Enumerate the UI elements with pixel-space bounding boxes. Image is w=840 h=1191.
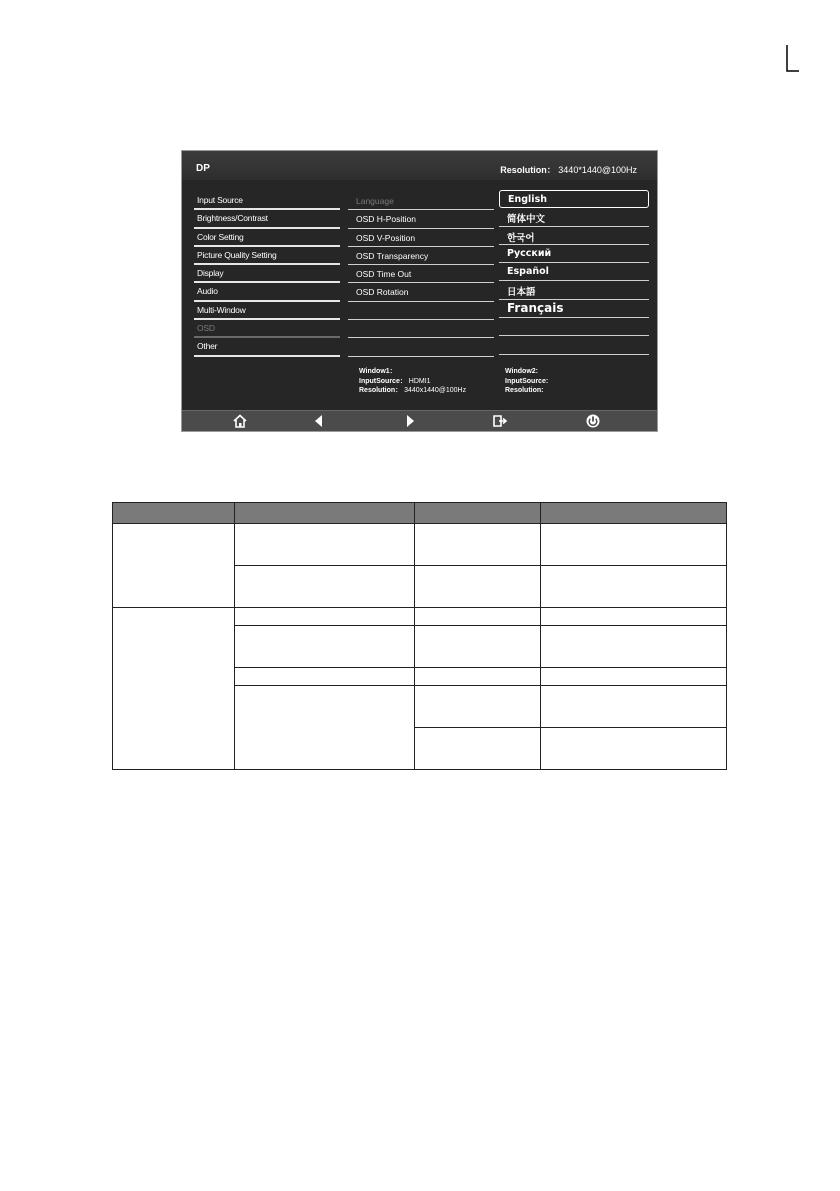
main-menu-item-other[interactable]: Other bbox=[194, 338, 340, 356]
table-cell bbox=[415, 524, 541, 566]
table-cell bbox=[541, 524, 727, 566]
page-corner-mark bbox=[786, 44, 800, 72]
table-cell bbox=[415, 686, 541, 728]
language-option-russian[interactable]: Русский bbox=[499, 245, 649, 263]
osd-footer-bar bbox=[182, 410, 657, 431]
main-menu-item-input-source[interactable]: Input Source bbox=[194, 192, 340, 210]
table-cell bbox=[541, 686, 727, 728]
table-cell bbox=[415, 608, 541, 626]
table-cell bbox=[415, 626, 541, 668]
table-row bbox=[113, 524, 727, 566]
main-menu-item-audio[interactable]: Audio bbox=[194, 283, 340, 301]
window1-input-source: InputSource： HDMI1 bbox=[359, 377, 431, 385]
window1-title: Window1： bbox=[359, 368, 397, 375]
main-menu-item-osd[interactable]: OSD bbox=[194, 320, 340, 338]
settings-table bbox=[112, 502, 727, 770]
table-cell bbox=[235, 608, 415, 626]
sub-menu-empty-row bbox=[348, 338, 494, 356]
exit-icon[interactable] bbox=[492, 413, 508, 429]
language-option-simplified-chinese[interactable]: 简体中文 bbox=[499, 208, 649, 226]
language-option-french[interactable]: Français bbox=[499, 300, 649, 318]
language-option-english[interactable]: English bbox=[499, 190, 649, 208]
main-menu-item-color-setting[interactable]: Color Setting bbox=[194, 229, 340, 247]
table-cell bbox=[415, 668, 541, 686]
table-cell bbox=[541, 728, 727, 770]
right-arrow-icon[interactable] bbox=[402, 413, 418, 429]
table-cell bbox=[541, 608, 727, 626]
resolution-readout bbox=[500, 163, 637, 176]
osd-sub-menu bbox=[348, 192, 494, 357]
table-row bbox=[113, 608, 727, 626]
table-cell bbox=[541, 668, 727, 686]
window1-resolution: Resolution： 3440x1440@100Hz bbox=[359, 387, 467, 394]
home-icon[interactable] bbox=[232, 413, 248, 429]
table-cell bbox=[113, 524, 235, 608]
table-cell bbox=[235, 626, 415, 668]
resolution-label: Resolution： bbox=[500, 165, 556, 175]
table-header-cell bbox=[415, 503, 541, 524]
language-option-spanish[interactable]: Español bbox=[499, 263, 649, 281]
table-header-cell bbox=[541, 503, 727, 524]
language-empty-row bbox=[499, 318, 649, 336]
table-header-cell bbox=[113, 503, 235, 524]
sub-menu-item-language[interactable]: Language bbox=[348, 192, 494, 210]
sub-menu-item-osd-v-position[interactable]: OSD V-Position bbox=[348, 229, 494, 247]
language-options bbox=[499, 190, 649, 355]
sub-menu-item-osd-time-out[interactable]: OSD Time Out bbox=[348, 265, 494, 283]
table-cell bbox=[235, 686, 415, 770]
table-cell bbox=[235, 524, 415, 566]
table-cell bbox=[541, 626, 727, 668]
resolution-value: 3440*1440@100Hz bbox=[558, 165, 637, 175]
language-empty-row bbox=[499, 336, 649, 354]
table-cell bbox=[541, 566, 727, 608]
osd-header bbox=[182, 151, 657, 180]
table-cell bbox=[415, 566, 541, 608]
window2-info bbox=[505, 367, 548, 396]
power-icon[interactable] bbox=[585, 413, 601, 429]
main-menu-item-multi-window[interactable]: Multi-Window bbox=[194, 302, 340, 320]
input-source-title: DP bbox=[196, 163, 210, 174]
language-option-japanese[interactable]: 日本語 bbox=[499, 281, 649, 299]
table-header-row bbox=[113, 503, 727, 524]
sub-menu-empty-row bbox=[348, 320, 494, 338]
language-option-korean[interactable]: 한국어 bbox=[499, 227, 649, 245]
window1-info bbox=[359, 367, 466, 396]
osd-screenshot bbox=[181, 150, 658, 432]
table-cell bbox=[415, 728, 541, 770]
table-cell bbox=[235, 668, 415, 686]
sub-menu-item-osd-rotation[interactable]: OSD Rotation bbox=[348, 283, 494, 301]
main-menu-item-display[interactable]: Display bbox=[194, 265, 340, 283]
left-arrow-icon[interactable] bbox=[311, 413, 327, 429]
main-menu-item-brightness-contrast[interactable]: Brightness/Contrast bbox=[194, 210, 340, 228]
sub-menu-item-osd-h-position[interactable]: OSD H-Position bbox=[348, 210, 494, 228]
window2-input-source: InputSource: bbox=[505, 377, 549, 385]
table-cell bbox=[113, 608, 235, 770]
sub-menu-empty-row bbox=[348, 302, 494, 320]
window2-title: Window2: bbox=[505, 368, 538, 375]
sub-menu-item-osd-transparency[interactable]: OSD Transparency bbox=[348, 247, 494, 265]
main-menu-item-picture-quality[interactable]: Picture Quality Setting bbox=[194, 247, 340, 265]
table-cell bbox=[235, 566, 415, 608]
table-header-cell bbox=[235, 503, 415, 524]
main-menu bbox=[194, 192, 340, 357]
window2-resolution: Resolution: bbox=[505, 387, 544, 394]
